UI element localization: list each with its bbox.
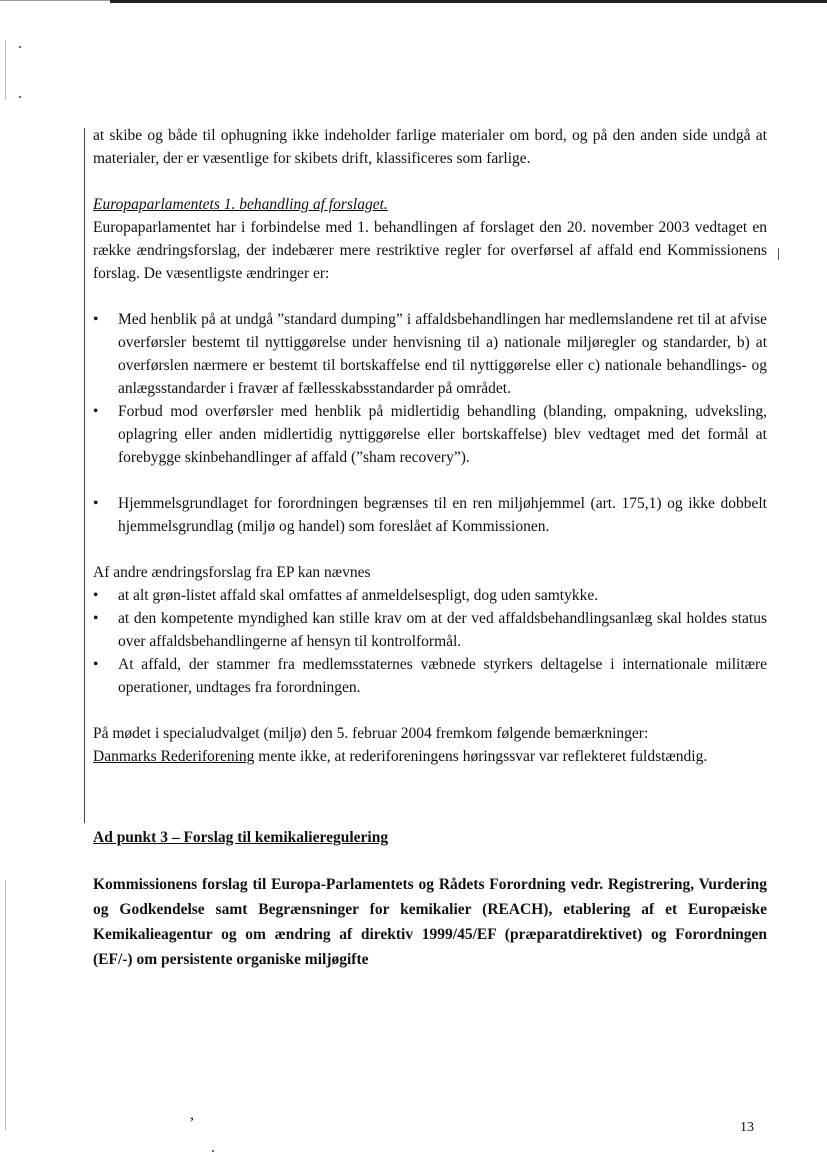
organisation-remark: mente ikke, at rederiforeningens høringssvar var reflekteret fuldstændig. xyxy=(254,748,708,765)
scan-speck xyxy=(19,46,21,48)
ep-section-heading: Europaparlamentets 1. behandling af forslaget. xyxy=(93,196,388,213)
list-item xyxy=(93,400,767,469)
spacer xyxy=(93,538,767,561)
spacer xyxy=(93,285,767,308)
list-item-text: Forbud mod overførsler med henblik på midlertidig behandling (blanding, ompakning, udveksling, oplagring eller anden midlertidig nyttiggørelse eller bortskaffelse) blev vedtaget med det formål at forebygge skinbehandlinger af affald (”sham recovery”). xyxy=(118,403,767,466)
scan-speck xyxy=(212,1150,214,1152)
point3-title: Kommissionens forslag til Europa-Parlamentets og Rådets Forordning vedr. Registrering, Vurdering og Godkendelse samt Begrænsninger for kemikalier (REACH), etablering af et Europæiske Kemikalieagentur og om ændring af direktiv 1999/45/EF (præparatdirektivet) og Forordningen (EF/-) om persistente organiske miljøgifte xyxy=(93,876,767,968)
ep-section-paragraph: Europaparlamentet har i forbindelse med 1. behandlingen af forslaget den 20. november 2003 vedtaget en række ændringsforslag, der indebærer mere restriktive regler for overførsel af affald end Kommissionens forslag. De væsentligste ændringer er: xyxy=(93,219,767,282)
organisation-name: Danmarks Rederiforening xyxy=(93,748,255,765)
list-item-text: Hjemmelsgrundlaget for forordningen begrænses til en ren miljøhjemmel (art. 175,1) og ikke dobbelt hjemmelsgrundlag (miljø og handel) som foreslået af Kommissionen. xyxy=(118,495,767,535)
scan-speck xyxy=(19,96,21,98)
meeting-remark xyxy=(93,745,767,768)
list-item xyxy=(93,584,767,607)
spacer xyxy=(93,170,767,193)
intro-paragraph: at skibe og både til ophugning ikke indeholder farlige materialer om bord, og på den anden side undgå at materialer, der er væsentlige for skibets drift, klassificeres som farlige. xyxy=(93,127,767,167)
list-item-text: At affald, der stammer fra medlemsstaternes væbnede styrkers deltagelse i internationale militære operationer, undtages fra forordningen. xyxy=(118,656,767,696)
spacer xyxy=(93,849,767,872)
bullet-marker: • xyxy=(93,656,99,673)
scan-edge-left-lower xyxy=(5,880,6,1130)
list-item-text: Med henblik på at undgå ”standard dumping” i affaldsbehandlingen har medlemslandene ret til at afvise overførsler bestemt til nyttiggørelse under henvisning til a) nationale miljøregler og standarder, b) at overførslen nærmere er bestemt til bortskaffelse end til nyttiggørelse eller c) nationale behandlings- og anlægsstandarder i fravær af fællesskabsstandarder på området. xyxy=(118,311,767,397)
other-amendments-intro: Af andre ændringsforslag fra EP kan nævnes xyxy=(93,564,371,581)
scan-edge-top xyxy=(110,0,827,3)
page-number: 13 xyxy=(740,1120,754,1135)
bullet-marker: • xyxy=(93,587,99,604)
bullet-marker: • xyxy=(93,495,99,512)
ep-amendments-list xyxy=(93,308,767,469)
scan-edge-top-thin xyxy=(0,0,110,1)
list-item-text: at alt grøn-listet affald skal omfattes af anmeldelsespligt, dog uden samtykke. xyxy=(118,587,599,604)
other-amendments-list xyxy=(93,584,767,699)
list-item xyxy=(93,653,767,699)
list-item xyxy=(93,607,767,653)
meeting-paragraph: På mødet i specialudvalget (miljø) den 5. februar 2004 fremkom følgende bemærkninger: xyxy=(93,725,649,742)
scan-edge-left-upper xyxy=(5,40,6,100)
bullet-marker: • xyxy=(93,311,99,328)
bullet-marker: • xyxy=(93,403,99,420)
spacer xyxy=(93,768,767,826)
margin-change-bar xyxy=(84,128,85,823)
bullet-marker: • xyxy=(93,610,99,627)
ep-legal-basis-list xyxy=(93,492,767,538)
point3-heading: Ad punkt 3 – Forslag til kemikalieregulering xyxy=(93,829,389,846)
list-item xyxy=(93,492,767,538)
spacer xyxy=(93,699,767,722)
document-body xyxy=(93,124,767,972)
margin-tick xyxy=(778,248,779,260)
stray-mark: , xyxy=(190,1106,194,1123)
list-item-text: at den kompetente myndighed kan stille krav om at der ved affaldsbehandlingsanlæg skal holdes status over affaldsbehandlingerne af hensyn til kontrolformål. xyxy=(118,610,767,650)
spacer xyxy=(93,469,767,492)
list-item xyxy=(93,308,767,400)
